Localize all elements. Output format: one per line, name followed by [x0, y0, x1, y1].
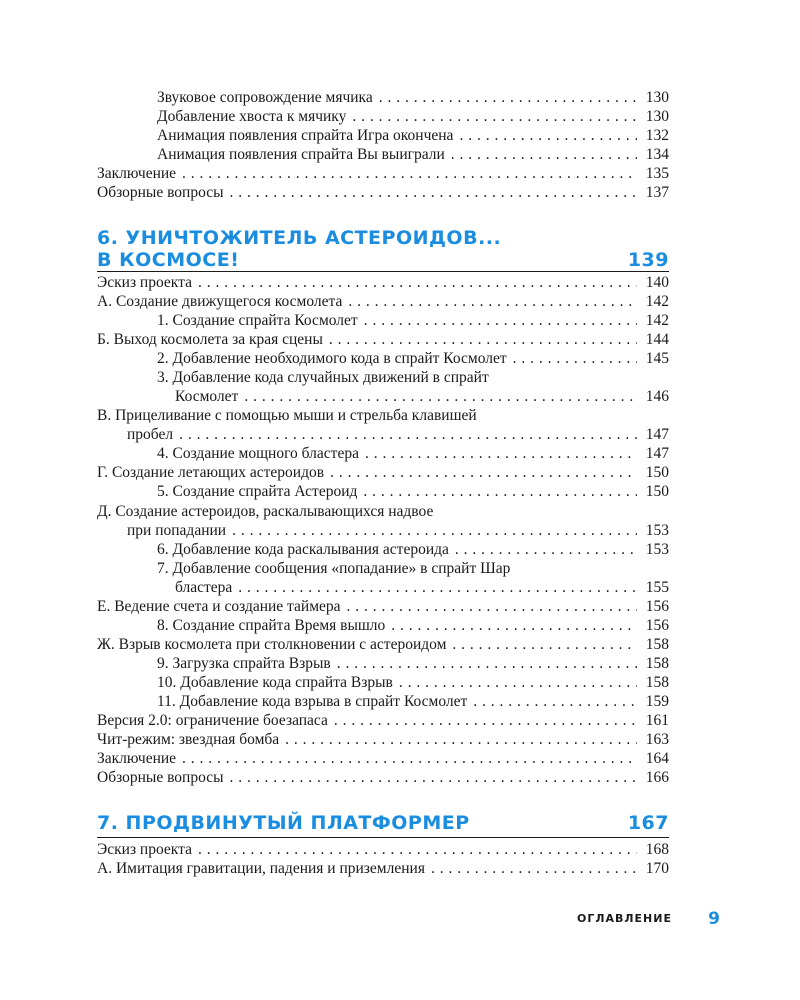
leader-dots [452, 635, 637, 654]
toc-entry-title: Б. Выход космолета за края сцены [97, 331, 323, 348]
leader-dots [198, 273, 637, 292]
leader-dots [337, 654, 637, 673]
toc-entry-title: Анимация появления спрайта Вы выиграли [157, 146, 445, 163]
toc-entry-page: 142 [645, 293, 669, 310]
leader-dots [347, 597, 637, 616]
toc-entry-title: 10. Добавление кода спрайта Взрыв [157, 674, 393, 691]
leader-dots [363, 482, 637, 501]
toc-entry-title: Обзорные вопросы [97, 184, 224, 201]
chapter-divider [97, 271, 669, 272]
toc-entry-page: 156 [645, 617, 669, 634]
chapter-title-line2: В КОСМОСЕ! [97, 249, 240, 271]
leader-dots [459, 126, 637, 145]
toc-entry[interactable] [97, 88, 669, 107]
toc-entry-title: Ж. Взрыв космолета при столкновении с астероидом [97, 636, 447, 653]
toc-entry[interactable] [97, 768, 669, 787]
toc-entry[interactable] [97, 273, 669, 292]
leader-dots [431, 859, 637, 878]
toc-entry-page: 145 [645, 350, 669, 367]
leader-dots [179, 425, 637, 444]
chapter-page: 167 [627, 812, 669, 834]
toc-entry-page: 158 [645, 674, 669, 691]
toc-entry-title: 8. Создание спрайта Время вышло [157, 617, 386, 634]
toc-entry[interactable] [97, 482, 669, 501]
toc-entry[interactable] [97, 540, 669, 559]
toc-entry[interactable] [97, 311, 669, 330]
toc-entry[interactable] [97, 749, 669, 768]
toc-entry-page: 170 [645, 860, 669, 877]
toc-entry-page: 163 [645, 731, 669, 748]
toc-entry-title: 4. Создание мощного бластера [157, 445, 359, 462]
toc-entry-continued[interactable] [97, 425, 669, 444]
toc-entry-page: 137 [645, 184, 669, 201]
toc-entry-page: 168 [645, 841, 669, 858]
chapter-divider [97, 837, 669, 838]
leader-dots [230, 768, 637, 787]
chapter-title-line1: 6. УНИЧТОЖИТЕЛЬ АСТЕРОИДОВ... [97, 227, 502, 249]
toc-entry[interactable] [97, 840, 669, 859]
toc-entry-title: Эскиз проекта [97, 274, 192, 291]
toc-entry[interactable] [97, 107, 669, 126]
leader-dots [379, 88, 637, 107]
toc-entry-page: 166 [645, 769, 669, 786]
toc-entry-page: 147 [645, 426, 669, 443]
leader-dots [238, 578, 637, 597]
leader-dots [198, 840, 637, 859]
toc-entry-page: 150 [645, 464, 669, 481]
toc-entry[interactable] [97, 349, 669, 368]
toc-entry-continued[interactable] [97, 387, 669, 406]
toc-entry[interactable] [97, 692, 669, 711]
toc-entry-title[interactable]: В. Прицеливание с помощью мыши и стрельба клавишей [97, 407, 477, 424]
toc-entry-title: Заключение [97, 750, 177, 767]
leader-dots [455, 540, 637, 559]
toc-entry[interactable] [97, 673, 669, 692]
toc-entry[interactable] [97, 859, 669, 878]
toc-entry-title[interactable]: 7. Добавление сообщения «попадание» в спрайт Шар [157, 560, 511, 577]
leader-dots [473, 692, 637, 711]
toc-entry-page: 142 [645, 312, 669, 329]
toc-entry-title-continued: бластера [175, 579, 233, 596]
toc-entry-title: А. Создание движущегося космолета [97, 293, 343, 310]
toc-entry-page: 134 [645, 146, 669, 163]
leader-dots [232, 521, 637, 540]
toc-entry-title-continued: пробел [127, 426, 174, 443]
page-footer [0, 910, 800, 930]
leader-dots [391, 616, 637, 635]
toc-entry-page: 150 [645, 483, 669, 500]
leader-dots [329, 330, 637, 349]
leader-dots [230, 183, 637, 202]
toc-entry-page: 161 [645, 712, 669, 729]
toc-entry-title: Заключение [97, 165, 177, 182]
leader-dots [352, 107, 637, 126]
toc-entry[interactable] [97, 711, 669, 730]
leader-dots [399, 673, 637, 692]
toc-entry-title: Эскиз проекта [97, 841, 192, 858]
toc-entry-title: А. Имитация гравитации, падения и приземления [97, 860, 425, 877]
chapter-title-line1: 7. ПРОДВИНУТЫЙ ПЛАТФОРМЕР [97, 812, 470, 834]
toc-entry[interactable] [97, 126, 669, 145]
toc-entry-title: 11. Добавление кода взрыва в спрайт Космолет [157, 693, 468, 710]
toc-entry-title: Анимация появления спрайта Игра окончена [157, 127, 454, 144]
toc-entry[interactable] [97, 654, 669, 673]
toc-entry-page: 130 [645, 108, 669, 125]
toc-entry-title: Версия 2.0: ограничение боезапаса [97, 712, 328, 729]
toc-entry-page: 159 [645, 693, 669, 710]
toc-entry-title: Чит-режим: звездная бомба [97, 731, 280, 748]
toc-entry[interactable] [97, 597, 669, 616]
toc-entry-title: 1. Создание спрайта Космолет [157, 312, 358, 329]
toc-entry-title: Добавление хвоста к мячику [157, 108, 347, 125]
toc-entry-page: 158 [645, 655, 669, 672]
toc-entry-page: 147 [645, 445, 669, 462]
toc-entry-page: 135 [645, 165, 669, 182]
toc-entry-page: 132 [645, 127, 669, 144]
toc-entry-page: 130 [645, 89, 669, 106]
leader-dots [244, 387, 637, 406]
toc-entry-title: 2. Добавление необходимого кода в спрайт Космолет [157, 350, 507, 367]
toc-entry-title[interactable]: 3. Добавление кода случайных движений в спрайт [157, 369, 489, 386]
footer-label: ОГЛАВЛЕНИЕ [577, 912, 672, 925]
toc-entry-title: Обзорные вопросы [97, 769, 224, 786]
leader-dots [182, 749, 637, 768]
toc-entry-title: 9. Загрузка спрайта Взрыв [157, 655, 331, 672]
toc-entry-page: 153 [645, 522, 669, 539]
toc-entry[interactable] [97, 635, 669, 654]
leader-dots [348, 292, 637, 311]
toc-entry-title: Звуковое сопровождение мячика [157, 89, 373, 106]
toc-entry-title-continued: при попадании [127, 522, 227, 539]
leader-dots [364, 311, 637, 330]
toc-entry-continued[interactable] [97, 578, 669, 597]
chapter-heading-6[interactable] [97, 227, 669, 271]
toc-entry-title-continued: Космолет [175, 388, 239, 405]
toc-entry[interactable] [97, 145, 669, 164]
toc-entry-page: 140 [645, 274, 669, 291]
toc-entry[interactable] [97, 444, 669, 463]
leader-dots [365, 444, 637, 463]
toc-entry-page: 158 [645, 636, 669, 653]
toc-entry[interactable] [97, 463, 669, 482]
leader-dots [285, 730, 637, 749]
toc-entry-page: 164 [645, 750, 669, 767]
toc-entry-page: 155 [645, 579, 669, 596]
chapter-page: 139 [627, 249, 669, 271]
toc-entry-title: Е. Ведение счета и создание таймера [97, 598, 341, 615]
leader-dots [330, 463, 637, 482]
toc-entry[interactable] [97, 730, 669, 749]
page-number: 9 [708, 909, 720, 929]
leader-dots [451, 145, 637, 164]
toc-entry[interactable] [97, 330, 669, 349]
toc-entry-continued[interactable] [97, 521, 669, 540]
toc-entry-page: 156 [645, 598, 669, 615]
leader-dots [513, 349, 637, 368]
leader-dots [334, 711, 637, 730]
toc-entry-page: 146 [645, 388, 669, 405]
toc-entry-page: 153 [645, 541, 669, 558]
toc-entry[interactable] [97, 616, 669, 635]
toc-entry-title[interactable]: Д. Создание астероидов, раскалывающихся надвое [97, 503, 434, 520]
toc-entry-page: 144 [645, 331, 669, 348]
toc-entry-title: 5. Создание спрайта Астероид [157, 483, 358, 500]
toc-entry[interactable] [97, 183, 669, 202]
leader-dots [182, 164, 637, 183]
toc-entry[interactable] [97, 292, 669, 311]
toc-entry-title: 6. Добавление кода раскалывания астероида [157, 541, 449, 558]
toc-entry-title: Г. Создание летающих астероидов [97, 464, 325, 481]
chapter-heading-7[interactable] [97, 812, 669, 834]
toc-entry[interactable] [97, 164, 669, 183]
